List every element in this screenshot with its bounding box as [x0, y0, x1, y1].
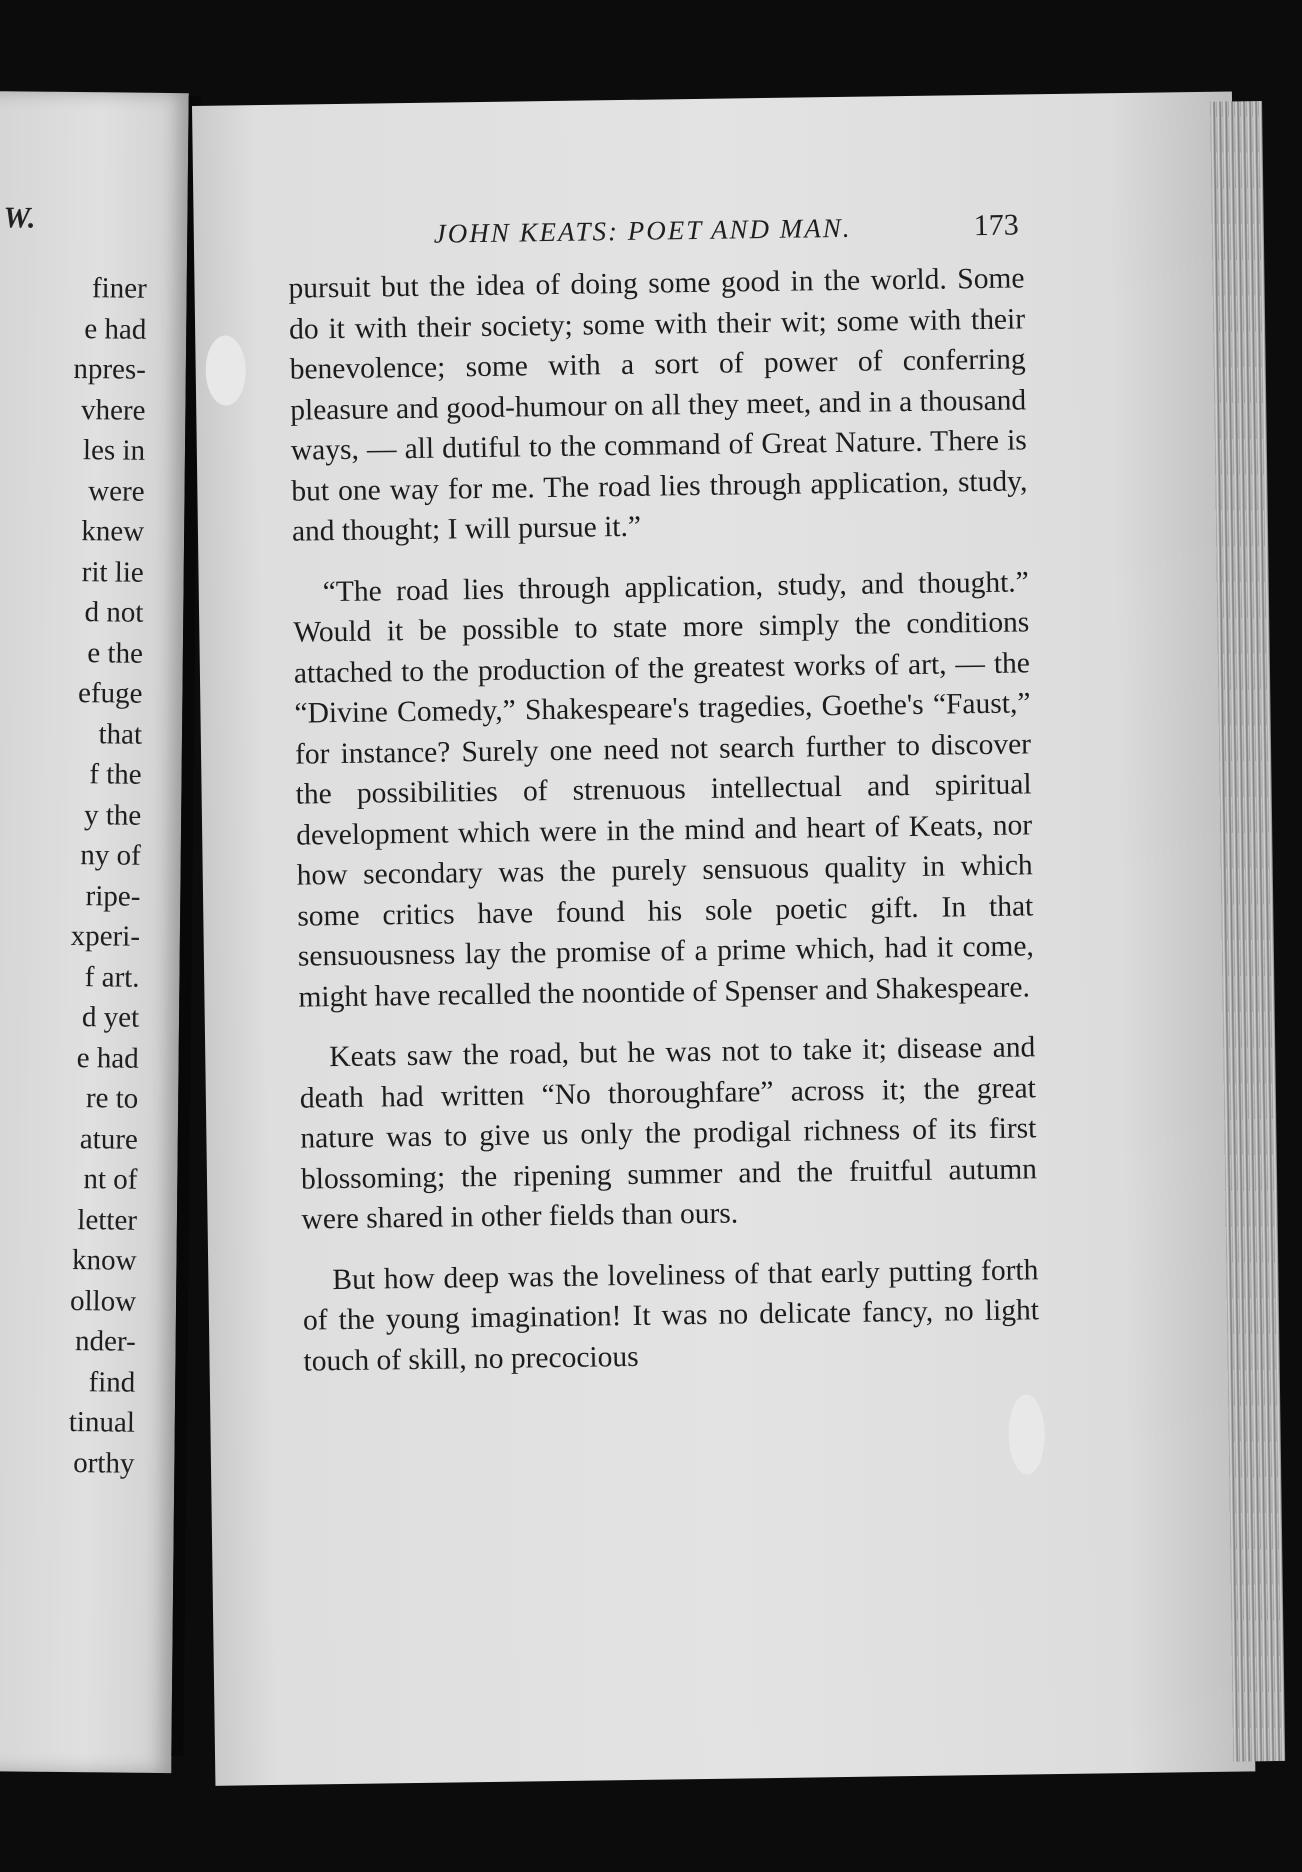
- left-line: nt of: [83, 1163, 138, 1196]
- left-line: knew: [81, 515, 145, 548]
- left-line: ature: [79, 1122, 139, 1156]
- paragraph: pursuit but the idea of doing some good in the world. Some do it with their society; some with their wit; some with their benevolence; some with a sort of power of conferring pleasure and good-humour on all they meet, and in a thousand ways, — all dutiful to the command of Great Nature. There is but one way for me. The road lies through application, study, and thought; I will pursue it.”: [288, 262, 1028, 548]
- left-line: ollow: [69, 1284, 137, 1318]
- running-head: JOHN KEATS: POET AND MAN.: [433, 212, 852, 249]
- left-line: letter: [77, 1203, 138, 1237]
- page-right: [192, 91, 1255, 1785]
- paper-blemish: [1008, 1394, 1045, 1474]
- left-line: d yet: [81, 1001, 140, 1034]
- facing-page-left: [0, 91, 189, 1773]
- left-line: re to: [85, 1082, 139, 1115]
- left-line: npres-: [73, 353, 147, 386]
- paragraph: Keats saw the road, but he was not to take it; disease and death had written “No thoroughfare” across it; the great nature was to give us only the prodigal richness of its first blossoming; the ripening summer and the fruitful autumn were shared in other fields than ours.: [299, 1031, 1038, 1236]
- left-line: ripe-: [85, 879, 141, 913]
- left-line: orthy: [73, 1446, 135, 1480]
- paragraph: “The road lies through application, study, and thought.” Would it be possible to state more simply the conditions attached to the production of the greatest works of art, — the “Divine Comedy,” Shakespeare's tragedies, Goethe's “Faust,” for instance? Surely one need not search further to discover the possibilities of strenuous intellectual and spiritual development which were in the mind and heart of Keats, nor how secondary was the purely sensuous quality in which some critics have found his sole poetic gift. In that sensuousness lay the promise of a prime which, had it come, might have recalled the noontide of Spenser and Shakespeare.: [293, 565, 1035, 1014]
- paper-blemish: [205, 335, 246, 406]
- left-line: e had: [76, 1041, 139, 1075]
- paragraph: But how deep was the loveliness of that early putting forth of the young imagination! It was no delicate fancy, no light touch of skill, no precocious: [302, 1253, 1040, 1378]
- body-text: [288, 258, 1039, 1381]
- left-line: e had: [84, 312, 147, 346]
- left-line: rit lie: [81, 555, 144, 589]
- left-line: that: [98, 717, 143, 751]
- page-number: 173: [973, 208, 1019, 243]
- left-line: y the: [83, 798, 142, 832]
- left-line: nder-: [74, 1325, 136, 1358]
- left-page-line-ends: [0, 267, 147, 1484]
- left-line: find: [88, 1365, 136, 1399]
- left-line: efuge: [77, 677, 143, 710]
- left-line: ny of: [80, 839, 141, 872]
- left-line: were: [88, 474, 145, 508]
- left-line: tinual: [68, 1406, 136, 1439]
- left-line: f art.: [84, 960, 140, 994]
- left-line: know: [71, 1244, 137, 1277]
- left-line: f the: [89, 758, 142, 791]
- left-line: e the: [87, 636, 144, 670]
- left-line: xperi-: [70, 920, 141, 953]
- left-line: finer: [91, 272, 147, 305]
- left-line: d not: [84, 596, 144, 629]
- page-edges: [1210, 101, 1285, 1762]
- left-line: vhere: [80, 393, 146, 427]
- left-running-head-fragment: W.: [3, 201, 36, 235]
- left-line: les in: [82, 434, 146, 467]
